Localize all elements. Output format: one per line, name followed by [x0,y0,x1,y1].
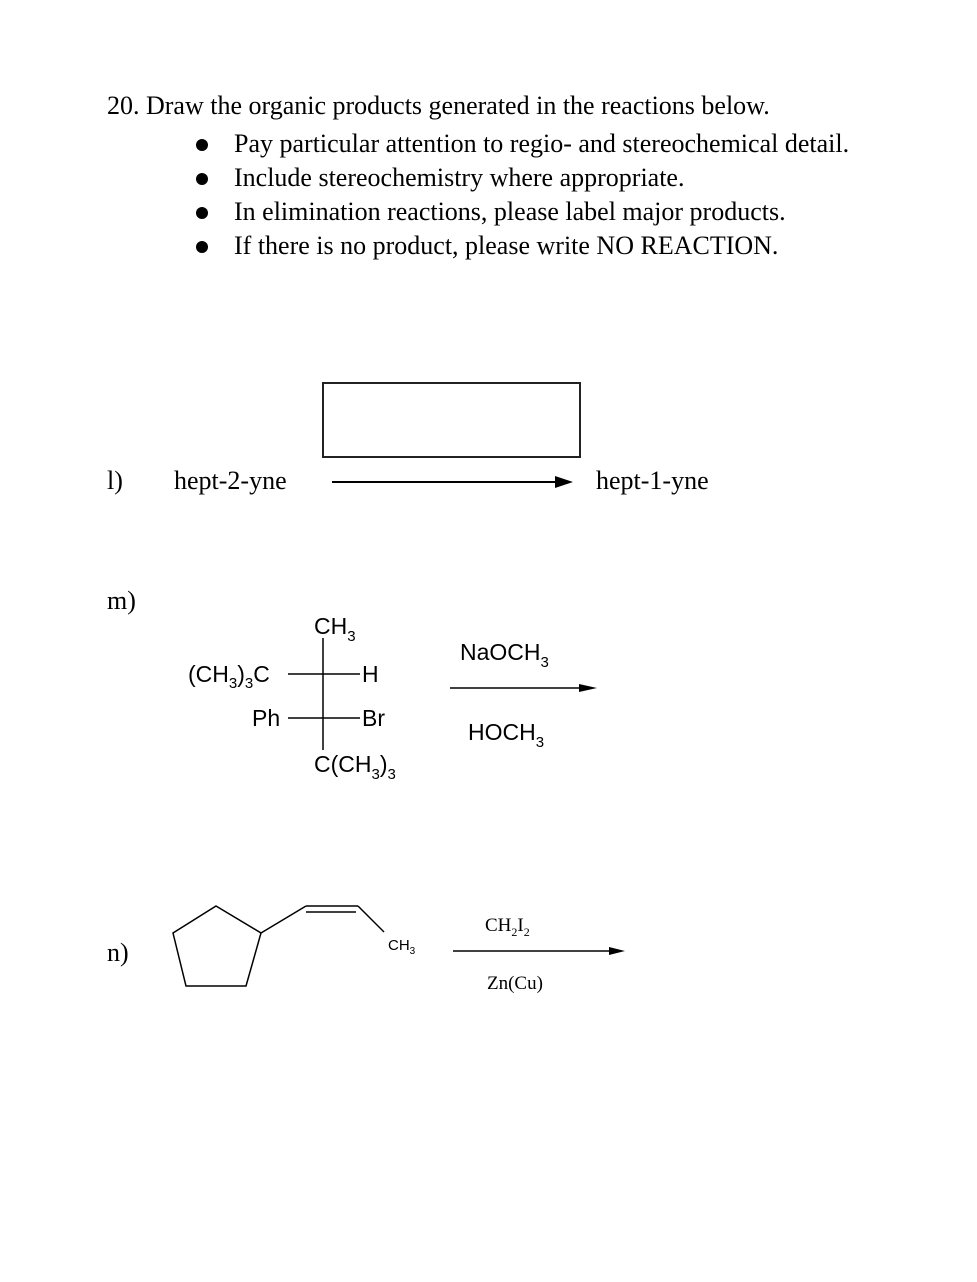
fischer-top-group: $CH_3$ [314,613,356,645]
instruction-list [196,128,849,264]
reagent-answer-box[interactable] [322,382,581,458]
fischer-bottom-group: $C(CH_3)_3$ [314,751,396,783]
reaction-n-conditions [445,905,635,1005]
cyclopentane-ring [173,906,261,986]
reaction-m-label: m) [107,586,136,615]
reaction-l-product: hept-1-yne [596,466,709,495]
bullet-icon [196,139,208,151]
reaction-n-arrowhead [609,947,625,955]
reaction-n-reagent-below: Zn(Cu) [487,973,543,994]
reaction-m-reagent-below: $HOCH_3$ [468,719,545,751]
question-title: 20. Draw the organic products generated in the reactions below. [107,91,770,120]
ring-substituent-bond [261,906,306,933]
reaction-m-arrowhead [579,684,597,692]
reaction-m-conditions [440,625,610,755]
bullet-icon [196,241,208,253]
bullet-icon [196,173,208,185]
reaction-n-label: n) [107,938,129,967]
instruction-item: Include stereochemistry where appropriate. [196,162,849,196]
fischer-row2-right: Br [362,705,385,731]
vinylcyclopentane-structure [160,890,460,1000]
fischer-row1-right: H [362,661,379,687]
reaction-l-label: l) [107,466,123,495]
reaction-n-reagent-above: $CH_2I_2$ [485,915,530,939]
methyl-group: $CH_3$ [388,937,416,957]
reaction-l-reactant: hept-2-yne [174,466,287,495]
bullet-icon [196,207,208,219]
methyl-bond [358,906,384,932]
reaction-l-arrow [330,474,575,490]
reaction-m-reagent-above: NaOCH$_3$ [460,639,549,671]
instruction-item: Pay particular attention to regio- and stereochemical detail. [196,128,849,162]
instruction-item: If there is no product, please write NO REACTION. [196,230,849,264]
fischer-row1-left: $(CH_3)_3C$ [188,661,270,692]
fischer-projection [170,600,440,800]
instruction-item: In elimination reactions, please label major products. [196,196,849,230]
fischer-row2-left: Ph [252,705,281,731]
